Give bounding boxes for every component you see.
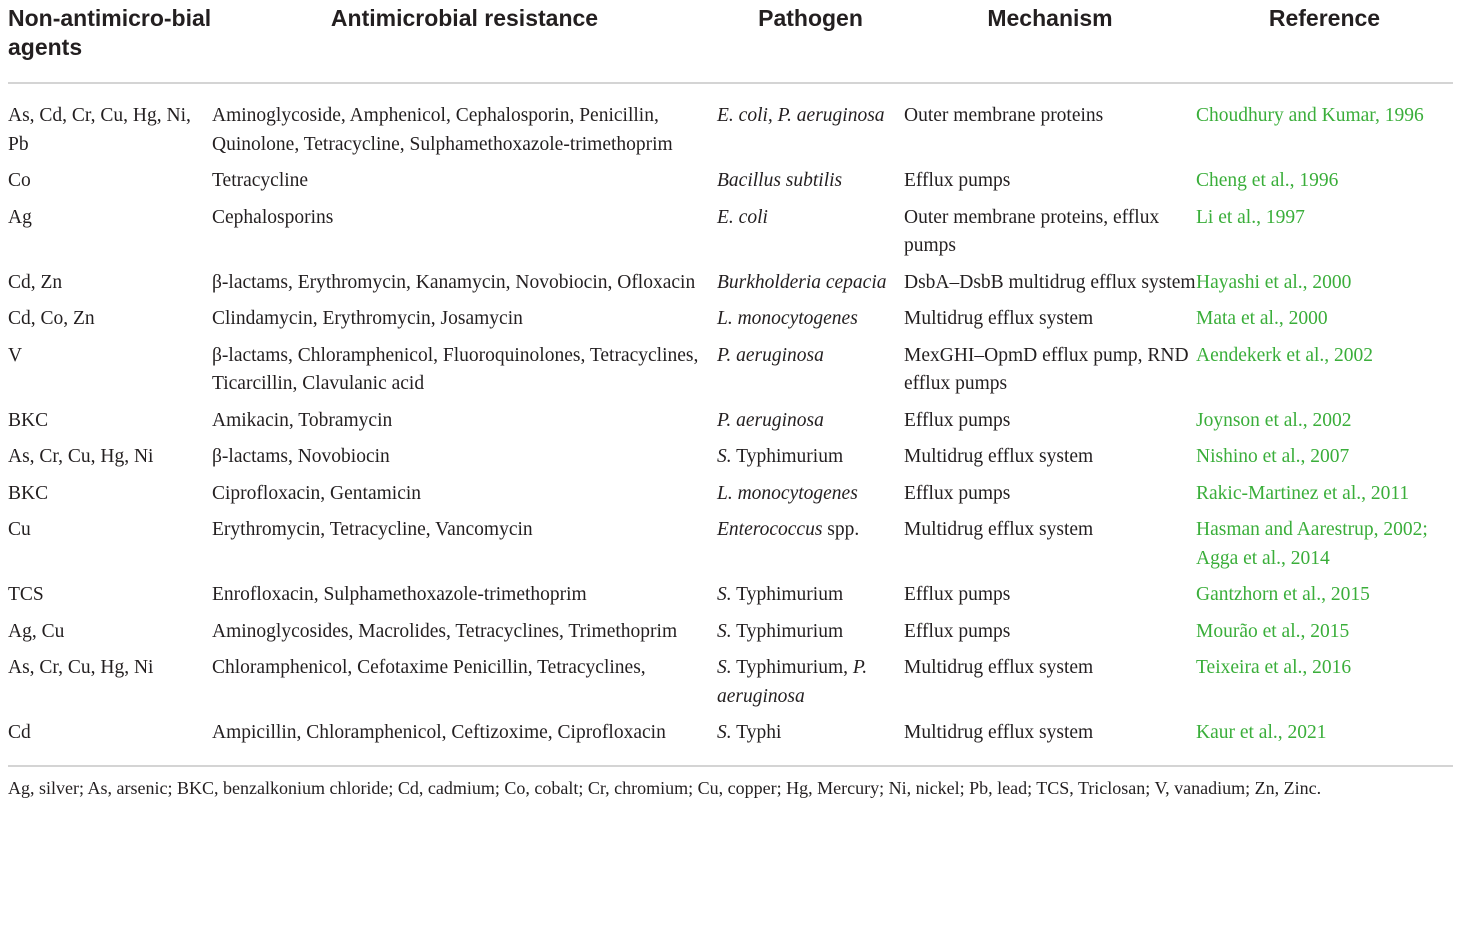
- table-row: [8, 480, 1453, 517]
- reference-cell: [1196, 654, 1453, 719]
- reference-link[interactable]: Aendekerk et al., 2002: [1196, 344, 1374, 366]
- reference-cell: [1196, 581, 1453, 618]
- table-container: [8, 0, 1453, 801]
- pathogen-cell: [717, 83, 904, 167]
- reference-cell: [1196, 618, 1453, 655]
- agents-cell: As, Cd, Cr, Cu, Hg, Ni, Pb: [8, 105, 191, 155]
- footnote-row: [8, 766, 1453, 801]
- mechanism-cell: Multidrug efflux system: [904, 446, 1094, 467]
- reference-link[interactable]: Choudhury and Kumar, 1996: [1196, 105, 1424, 126]
- mechanism-cell: Outer membrane proteins: [904, 105, 1104, 126]
- resistance-cell: Amikacin, Tobramycin: [212, 409, 393, 431]
- mechanism-cell: Multidrug efflux system: [904, 657, 1094, 678]
- pathogen-cell: [717, 443, 904, 480]
- reference-cell: [1196, 167, 1453, 204]
- table-row: [8, 83, 1453, 167]
- table-row: [8, 167, 1453, 204]
- reference-link[interactable]: Nishino et al., 2007: [1196, 446, 1350, 467]
- header-resistance: Antimicrobial resistance: [212, 0, 717, 83]
- header-pathogen: Pathogen: [717, 0, 904, 83]
- header-agents: Non-antimicro-bial agents: [8, 0, 212, 83]
- resistance-cell: Cephalosporins: [212, 206, 334, 228]
- resistance-cell: β-lactams, Erythromycin, Kanamycin, Novobiocin, Ofloxacin: [212, 271, 696, 293]
- reference-cell: [1196, 407, 1453, 444]
- pathogen-italic: E. coli, P. aeruginosa: [717, 105, 885, 126]
- pathogen-roman: Typhimurium,: [731, 657, 853, 678]
- pathogen-cell: [717, 407, 904, 444]
- agents-cell: Ag: [8, 206, 32, 228]
- pathogen-roman: Typhimurium: [731, 446, 844, 467]
- mechanism-cell: Multidrug efflux system: [904, 519, 1094, 540]
- pathogen-cell: [717, 618, 904, 655]
- reference-link[interactable]: Hayashi et al., 2000: [1196, 271, 1352, 293]
- mechanism-cell: Multidrug efflux system: [904, 308, 1094, 329]
- reference-cell: [1196, 719, 1453, 766]
- mechanism-cell: Multidrug efflux system: [904, 722, 1094, 743]
- resistance-cell: Erythromycin, Tetracycline, Vancomycin: [212, 519, 533, 540]
- reference-cell: [1196, 204, 1453, 269]
- table-row: [8, 342, 1453, 407]
- resistance-cell: Aminoglycosides, Macrolides, Tetracyclines, Trimethoprim: [212, 620, 678, 642]
- pathogen-cell: [717, 305, 904, 342]
- table-row: [8, 443, 1453, 480]
- pathogen-italic: Burkholderia cepacia: [717, 271, 887, 293]
- footnote: Ag, silver; As, arsenic; BKC, benzalkonium chloride; Cd, cadmium; Co, cobalt; Cr, chromium; Cu, copper; Hg, Mercury; Ni, nickel; Pb, lead; TCS, Triclosan; V, vanadium; Zn, Zinc.: [8, 766, 1453, 801]
- resistance-cell: Ampicillin, Chloramphenicol, Ceftizoxime, Ciprofloxacin: [212, 722, 666, 743]
- resistance-cell: β-lactams, Novobiocin: [212, 446, 390, 467]
- resistance-cell: Ciprofloxacin, Gentamicin: [212, 482, 422, 504]
- reference-link[interactable]: Cheng et al., 1996: [1196, 170, 1339, 191]
- agents-cell: BKC: [8, 482, 49, 504]
- table-body: [8, 83, 1453, 766]
- header-reference: Reference: [1196, 0, 1453, 83]
- resistance-cell: Clindamycin, Erythromycin, Josamycin: [212, 308, 523, 329]
- resistance-cell: β-lactams, Chloramphenicol, Fluoroquinolones, Tetracyclines, Ticarcillin, Clavulanic acid: [212, 344, 699, 394]
- pathogen-cell: [717, 516, 904, 581]
- pathogen-italic: P. aeruginosa: [717, 409, 824, 431]
- pathogen-cell: [717, 480, 904, 517]
- pathogen-roman: Typhi: [731, 722, 782, 743]
- mechanism-cell: MexGHI–OpmD efflux pump, RND efflux pumps: [904, 344, 1189, 394]
- pathogen-italic: Enterococcus: [717, 519, 823, 540]
- agents-cell: Co: [8, 170, 31, 191]
- mechanism-cell: Efflux pumps: [904, 409, 1011, 431]
- table-row: [8, 407, 1453, 444]
- agents-cell: TCS: [8, 584, 44, 605]
- reference-cell: [1196, 516, 1453, 581]
- pathogen-cell: [717, 581, 904, 618]
- agents-cell: Cd, Co, Zn: [8, 308, 95, 329]
- reference-cell: [1196, 269, 1453, 306]
- reference-cell: [1196, 83, 1453, 167]
- data-table: [8, 0, 1453, 801]
- reference-link[interactable]: Teixeira et al., 2016: [1196, 657, 1352, 678]
- resistance-cell: Chloramphenicol, Cefotaxime Penicillin, Tetracyclines,: [212, 657, 646, 678]
- header-row: [8, 0, 1453, 83]
- reference-link[interactable]: Rakic-Martinez et al., 2011: [1196, 482, 1410, 504]
- agents-cell: Cd, Zn: [8, 271, 63, 293]
- reference-cell: [1196, 305, 1453, 342]
- reference-link[interactable]: Joynson et al., 2002: [1196, 409, 1352, 431]
- mechanism-cell: Outer membrane proteins, efflux pumps: [904, 206, 1160, 256]
- table-row: [8, 581, 1453, 618]
- pathogen-cell: [717, 654, 904, 719]
- agents-cell: BKC: [8, 409, 49, 431]
- pathogen-cell: [717, 719, 904, 766]
- pathogen-italic: L. monocytogenes: [717, 482, 858, 504]
- mechanism-cell: Efflux pumps: [904, 584, 1011, 605]
- agents-cell: V: [8, 344, 23, 366]
- resistance-cell: Tetracycline: [212, 170, 309, 191]
- pathogen-cell: [717, 269, 904, 306]
- reference-link[interactable]: Agga et al., 2014: [1196, 547, 1330, 569]
- reference-link[interactable]: Li et al., 1997: [1196, 206, 1305, 228]
- pathogen-italic: S.: [717, 722, 732, 743]
- reference-link[interactable]: Gantzhorn et al., 2015: [1196, 584, 1370, 605]
- pathogen-roman: spp.: [822, 519, 860, 540]
- pathogen-italic: P. aeruginosa: [717, 344, 824, 366]
- resistance-cell: Enrofloxacin, Sulphamethoxazole-trimethoprim: [212, 584, 587, 605]
- pathogen-italic: L. monocytogenes: [717, 308, 858, 329]
- header-mechanism: Mechanism: [904, 0, 1196, 83]
- agents-cell: Cu: [8, 519, 31, 540]
- mechanism-cell: Efflux pumps: [904, 620, 1011, 642]
- reference-cell: [1196, 480, 1453, 517]
- reference-link[interactable]: Hasman and Aarestrup, 2002;: [1196, 519, 1428, 540]
- table-row: [8, 719, 1453, 766]
- table-row: [8, 305, 1453, 342]
- table-row: [8, 204, 1453, 269]
- table-row: [8, 618, 1453, 655]
- reference-link[interactable]: Mourão et al., 2015: [1196, 620, 1350, 642]
- pathogen-roman: Typhimurium: [731, 620, 844, 642]
- pathogen-italic-second: P. aeruginosa: [717, 657, 868, 707]
- agents-cell: Cd: [8, 722, 31, 743]
- pathogen-roman: Typhimurium: [731, 584, 844, 605]
- resistance-cell: Aminoglycoside, Amphenicol, Cephalosporin, Penicillin, Quinolone, Tetracycline, Sulphamethoxazole-trimethoprim: [212, 105, 673, 155]
- pathogen-cell: [717, 167, 904, 204]
- mechanism-cell: DsbA–DsbB multidrug efflux system: [904, 271, 1196, 293]
- pathogen-cell: [717, 204, 904, 269]
- pathogen-italic: S.: [717, 584, 732, 605]
- reference-link[interactable]: Mata et al., 2000: [1196, 308, 1328, 329]
- agents-cell: As, Cr, Cu, Hg, Ni: [8, 446, 154, 467]
- reference-cell: [1196, 443, 1453, 480]
- table-row: [8, 269, 1453, 306]
- mechanism-cell: Efflux pumps: [904, 170, 1011, 191]
- pathogen-italic: E. coli: [717, 206, 768, 228]
- agents-cell: As, Cr, Cu, Hg, Ni: [8, 657, 154, 678]
- table-row: [8, 654, 1453, 719]
- reference-link[interactable]: Kaur et al., 2021: [1196, 722, 1327, 743]
- pathogen-italic: S.: [717, 620, 732, 642]
- table-row: [8, 516, 1453, 581]
- reference-cell: [1196, 342, 1453, 407]
- pathogen-italic: S.: [717, 446, 732, 467]
- pathogen-italic: Bacillus subtilis: [717, 170, 843, 191]
- agents-cell: Ag, Cu: [8, 620, 65, 642]
- mechanism-cell: Efflux pumps: [904, 482, 1011, 504]
- pathogen-cell: [717, 342, 904, 407]
- pathogen-italic: S.: [717, 657, 732, 678]
